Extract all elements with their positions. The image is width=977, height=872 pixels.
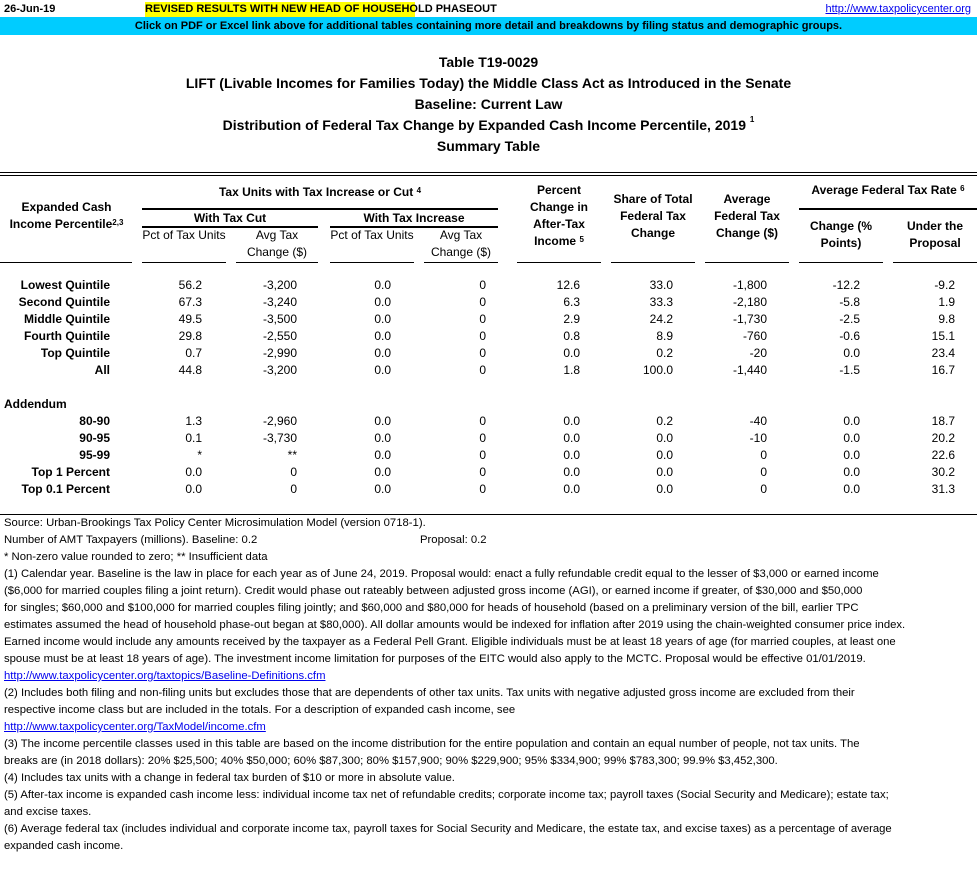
- double-border-bottom: [0, 175, 977, 176]
- row-label: 95-99: [79, 448, 110, 462]
- rule: [517, 262, 601, 263]
- table-cell: 0.0: [656, 431, 673, 445]
- asterisk-note: * Non-zero value rounded to zero; ** Insufficient data: [4, 551, 268, 563]
- header-rate-change: Change (% Points): [809, 219, 872, 250]
- table-cell: -0.6: [839, 329, 860, 343]
- footnote-ref: 2,3: [112, 218, 124, 227]
- rule: [611, 262, 695, 263]
- top-bar: [0, 0, 977, 17]
- note-4: (4) Includes tax units with a change in federal tax burden of $10 or more in absolute value.: [4, 772, 455, 784]
- table-cell: 0.2: [656, 414, 673, 428]
- table-cell: 23.4: [931, 346, 955, 360]
- table-cell: *: [197, 448, 202, 462]
- table-cell: 16.7: [931, 363, 955, 377]
- note-1-line2: ($6,000 for married couples filing a joint return). Credit would phase out rateably between adjusted gross income (AGI), or earned income if greater, of $30,000 and $50,000: [4, 585, 863, 597]
- rule: [236, 262, 318, 263]
- table-cell: 0: [760, 465, 767, 479]
- rule: [142, 262, 226, 263]
- row-label: 80-90: [79, 414, 110, 428]
- table-cell: -3,200: [262, 363, 297, 377]
- table-cell: -9.2: [934, 278, 955, 292]
- rule: [330, 262, 414, 263]
- note-1-line4: estimates assumed the head of household phase-out began at $80,000). All dollar amounts would be indexed for inflation after 2019 using the chain-weighted consumer price index.: [4, 619, 906, 631]
- baseline-definitions-link[interactable]: http://www.taxpolicycenter.org/taxtopics/Baseline-Definitions.cfm: [4, 670, 326, 682]
- footnote-ref: 5: [579, 235, 584, 244]
- rule: [799, 262, 883, 263]
- table-cell: 0: [479, 312, 486, 326]
- table-cell: 0.0: [374, 465, 391, 479]
- table-cell: 8.9: [656, 329, 673, 343]
- table-cell: 56.2: [178, 278, 202, 292]
- table-cell: 0.0: [374, 329, 391, 343]
- header-pct-after-tax-text: Percent Change in After-Tax Income: [529, 183, 588, 248]
- table-cell: -3,200: [262, 278, 297, 292]
- table-cell: 0.0: [185, 465, 202, 479]
- header-rate-group: [799, 182, 977, 199]
- header-cut-avg: Avg Tax Change ($): [246, 228, 308, 259]
- table-cell: 0.0: [374, 346, 391, 360]
- table-cell: 12.6: [556, 278, 580, 292]
- table-cell: 0.0: [374, 482, 391, 496]
- table-cell: 0.0: [656, 465, 673, 479]
- table-cell: 100.0: [642, 363, 673, 377]
- table-cell: -1,730: [732, 312, 767, 326]
- rule: [705, 262, 789, 263]
- table-cell: 0: [760, 448, 767, 462]
- table-cell: 0: [479, 414, 486, 428]
- table-cell: -1,440: [732, 363, 767, 377]
- header-cut-pct: Pct of Tax Units: [142, 228, 226, 242]
- table-cell: 0.0: [656, 448, 673, 462]
- table-cell: 0.2: [656, 346, 673, 360]
- addendum-label: Addendum: [4, 397, 67, 411]
- table-cell: -2,550: [262, 329, 297, 343]
- table-cell: 0.0: [374, 278, 391, 292]
- table-cell: -3,500: [262, 312, 297, 326]
- table-cell: 0.0: [374, 312, 391, 326]
- header-tax-units-group: [142, 184, 498, 201]
- footnote-ref: 1: [749, 115, 755, 124]
- table-cell: 0.0: [843, 448, 860, 462]
- table-cell: 0: [479, 431, 486, 445]
- income-definition-link[interactable]: http://www.taxpolicycenter.org/TaxModel/income.cfm: [4, 721, 266, 733]
- table-cell: 0.1: [185, 431, 202, 445]
- note-1-line6: spouse must be at least 18 years of age). The investment income limitation for purposes of the EITC would also apply to the MCTC. Proposal would be effective 01/01/2019.: [4, 653, 866, 665]
- table-cell: 49.5: [178, 312, 202, 326]
- table-cell: 0.0: [563, 482, 580, 496]
- header-tax-units-text: Tax Units with Tax Increase or Cut: [218, 185, 414, 199]
- table-cell: 0.0: [374, 414, 391, 428]
- rule: [799, 208, 977, 210]
- row-label: Fourth Quintile: [24, 329, 110, 343]
- table-cell: 0.0: [843, 482, 860, 496]
- note-6-line2: expanded cash income.: [4, 840, 124, 852]
- revised-notice: [145, 2, 497, 17]
- header-with-tax-cut: With Tax Cut: [193, 211, 267, 225]
- table-cell: -1,800: [732, 278, 767, 292]
- table-cell: 33.0: [649, 278, 673, 292]
- header-avg-fed-change: Average Federal Tax Change ($): [714, 192, 780, 240]
- tpc-link[interactable]: http://www.taxpolicycenter.org: [825, 3, 971, 15]
- table-cell: -2,180: [732, 295, 767, 309]
- table-cell: 0.0: [563, 346, 580, 360]
- rule: [0, 262, 132, 263]
- table-cell: 44.8: [178, 363, 202, 377]
- table-cell: 0: [290, 482, 297, 496]
- table-cell: 0: [479, 363, 486, 377]
- amt-proposal: Proposal: 0.2: [420, 534, 487, 546]
- table-cell: 0.0: [374, 363, 391, 377]
- row-label: Middle Quintile: [24, 312, 110, 326]
- date-label: 26-Jun-19: [4, 3, 56, 15]
- header-pct-after-tax: [517, 182, 601, 250]
- note-5-line2: and excise taxes.: [4, 806, 92, 818]
- table-cell: -2,990: [262, 346, 297, 360]
- note-6-line1: (6) Average federal tax (includes individual and corporate income tax, payroll taxes for Social Security and Medicare, the estate tax, and excise taxes) as a percentage of average: [4, 823, 892, 835]
- table-cell: 0.0: [374, 295, 391, 309]
- note-2-line1: (2) Includes both filing and non-filing units but excludes those that are dependents of other tax units. Tax units with negative adjusted gross income are excluded from their: [4, 687, 855, 699]
- source-note: Source: Urban-Brookings Tax Policy Center Microsimulation Model (version 0718-1).: [4, 517, 426, 529]
- footnote-ref: 4: [416, 186, 422, 195]
- table-cell: 0.0: [374, 448, 391, 462]
- amt-note: Number of AMT Taxpayers (millions). Baseline: 0.2: [4, 534, 258, 546]
- table-cell: -40: [749, 414, 767, 428]
- note-1-line5: Earned income would include any amounts received by the taxpayer as a Federal Pell Grant. Eligible individuals must be at least 18 years of age (for married couples, at least one: [4, 636, 896, 648]
- row-label: Second Quintile: [18, 295, 110, 309]
- title-line4-text: Distribution of Federal Tax Change by Expanded Cash Income Percentile, 2019: [222, 117, 746, 133]
- header-percentile: [0, 199, 133, 233]
- header-percentile-text: Expanded Cash Income Percentile: [9, 200, 113, 231]
- table-cell: **: [287, 448, 297, 462]
- header-share-total: Share of Total Federal Tax Change: [613, 192, 693, 240]
- table-cell: 20.2: [931, 431, 955, 445]
- table-cell: 0: [760, 482, 767, 496]
- footnote-ref: 6: [960, 184, 965, 193]
- row-label: Top 1 Percent: [31, 465, 110, 479]
- note-1-line1: (1) Calendar year. Baseline is the law in place for each year as of June 24, 2019. Proposal would: enact a fully refundable credit equal to the lesser of $3,000 or earned income: [4, 568, 879, 580]
- table-cell: 1.3: [185, 414, 202, 428]
- title-line2: LIFT (Livable Incomes for Families Today) the Middle Class Act as Introduced in the Senate: [185, 75, 792, 91]
- table-cell: 0.0: [185, 482, 202, 496]
- table-cell: -1.5: [839, 363, 860, 377]
- table-cell: 0.0: [843, 346, 860, 360]
- table-cell: 0.7: [185, 346, 202, 360]
- table-cell: 0.0: [656, 482, 673, 496]
- table-cell: 1.9: [938, 295, 955, 309]
- table-cell: 24.2: [649, 312, 673, 326]
- table-cell: 67.3: [178, 295, 202, 309]
- table-cell: 0.0: [843, 465, 860, 479]
- row-label: Top Quintile: [40, 346, 110, 360]
- row-label: 90-95: [79, 431, 110, 445]
- table-cell: -760: [742, 329, 767, 343]
- rule: [424, 262, 498, 263]
- note-3-line1: (3) The income percentile classes used in this table are based on the income distribution for the entire population and contain an equal number of people, not tax units. The: [4, 738, 860, 750]
- table-cell: 33.3: [649, 295, 673, 309]
- table-cell: -3,730: [262, 431, 297, 445]
- table-cell: 0: [479, 295, 486, 309]
- title-line5: Summary Table: [436, 138, 541, 154]
- info-banner: Click on PDF or Excel link above for additional tables containing more detail and breakdowns by filing status and demographic groups.: [0, 17, 977, 35]
- table-cell: 15.1: [931, 329, 955, 343]
- table-cell: 0: [479, 278, 486, 292]
- table-cell: 0: [290, 465, 297, 479]
- header-inc-pct: Pct of Tax Units: [330, 228, 414, 242]
- table-cell: -2,960: [262, 414, 297, 428]
- table-cell: 0.0: [563, 414, 580, 428]
- table-cell: 0: [479, 346, 486, 360]
- table-cell: -20: [749, 346, 767, 360]
- table-cell: 2.9: [563, 312, 580, 326]
- header-with-tax-increase: With Tax Increase: [363, 211, 465, 225]
- table-cell: 1.8: [563, 363, 580, 377]
- table-id: Table T19-0029: [438, 54, 539, 70]
- double-border-top: [0, 172, 977, 173]
- table-cell: 29.8: [178, 329, 202, 343]
- table-cell: 0.8: [563, 329, 580, 343]
- table-cell: 22.6: [931, 448, 955, 462]
- note-1-line3: for singles; $60,000 and $100,000 for married couples filing jointly; and $60,000 and $80,000 for heads of household (based on a preliminary version of the bill, earlier TPC: [4, 602, 859, 614]
- header-rate-under: Under the Proposal: [906, 219, 963, 250]
- row-label: Lowest Quintile: [20, 278, 110, 292]
- note-3-line2: breaks are (in 2018 dollars): 20% $25,500; 40% $50,000; 60% $87,300; 80% $157,900; 90% $229,900; 95% $334,900; 99% $783,300; 99.9% $3,452,300.: [4, 755, 778, 767]
- note-5-line1: (5) After-tax income is expanded cash income less: individual income tax net of refundable credits; corporate income tax; payroll taxes (Social Security and Medicare); estate tax;: [4, 789, 889, 801]
- table-cell: 0: [479, 448, 486, 462]
- revised-notice-text: REVISED RESULTS WITH NEW HEAD OF HOUSEHOLD PHASEOUT: [145, 3, 497, 15]
- header-rate-group-text: Average Federal Tax Rate: [811, 183, 957, 197]
- table-cell: 0.0: [374, 431, 391, 445]
- row-label: Top 0.1 Percent: [21, 482, 110, 496]
- table-cell: 0: [479, 329, 486, 343]
- table-cell: 0.0: [843, 431, 860, 445]
- table-cell: 0: [479, 482, 486, 496]
- table-cell: -5.8: [839, 295, 860, 309]
- table-cell: 0.0: [563, 431, 580, 445]
- table-cell: 0: [479, 465, 486, 479]
- header-inc-avg: Avg Tax Change ($): [430, 228, 492, 259]
- table-cell: 18.7: [931, 414, 955, 428]
- row-label: All: [94, 363, 110, 377]
- table-cell: -10: [749, 431, 767, 445]
- rule: [893, 262, 977, 263]
- note-2-line2: respective income class but are included in the totals. For a description of expanded cash income, see: [4, 704, 516, 716]
- table-cell: 31.3: [931, 482, 955, 496]
- table-cell: -12.2: [832, 278, 860, 292]
- table-cell: -3,240: [262, 295, 297, 309]
- table-cell: 30.2: [931, 465, 955, 479]
- table-cell: 0.0: [563, 465, 580, 479]
- title-line3: Baseline: Current Law: [414, 96, 563, 112]
- table-cell: 0.0: [563, 448, 580, 462]
- table-cell: 9.8: [938, 312, 955, 326]
- title-line4: [0, 117, 977, 133]
- table-cell: 0.0: [843, 414, 860, 428]
- table-cell: -2.5: [839, 312, 860, 326]
- table-cell: 6.3: [563, 295, 580, 309]
